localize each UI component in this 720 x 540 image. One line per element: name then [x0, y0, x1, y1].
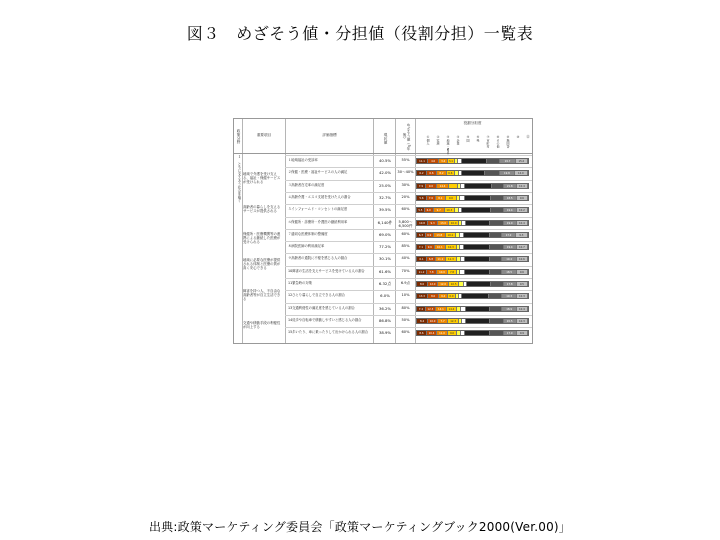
- group-label: 保健所・医療機関等の連携による継続した医療が受けられる: [243, 232, 281, 245]
- role-share-segment: 6.9: [426, 233, 434, 237]
- target-value: 60%: [401, 231, 410, 236]
- current-value: 77.2%: [378, 244, 392, 250]
- role-share-bar: [416, 306, 529, 312]
- role-share-segment: 10.6: [517, 257, 528, 261]
- role-share-segment: 9.9: [517, 331, 528, 335]
- role-share-segment: 6.6: [427, 171, 437, 175]
- header-divider: [234, 153, 532, 154]
- current-value: 40.5%: [378, 158, 392, 163]
- role-legend-label: ⑤国: [466, 135, 470, 142]
- role-share-segment: [490, 331, 503, 335]
- role-share-segment: 6.0: [425, 208, 434, 212]
- role-share-segment: 7.7: [438, 319, 448, 323]
- current-value: 6.0%: [380, 293, 390, 299]
- role-share-segment: 19.8: [500, 171, 514, 175]
- role-share-segment: 7.4: [417, 307, 426, 311]
- theme-label: １ ともに支えあう社会を築く: [237, 155, 241, 203]
- role-share-segment: [462, 171, 484, 175]
- role-share-segment: 9.0: [448, 331, 457, 335]
- current-value: 36.2%: [378, 305, 392, 311]
- target-value: 60%: [401, 330, 410, 335]
- role-share-segment: 9.6: [517, 196, 528, 200]
- current-value: 61.6%: [378, 268, 392, 274]
- target-value: 50%: [401, 317, 410, 322]
- row-divider: [285, 155, 532, 156]
- role-legend-label: ⑩: [516, 135, 520, 139]
- role-share-segment: 8.0: [428, 294, 439, 298]
- role-share-segment: 10.0: [428, 319, 438, 323]
- role-share-segment: [465, 270, 491, 274]
- role-share-segment: [462, 294, 489, 298]
- target-value: 60%: [401, 207, 410, 212]
- target-value: 55%: [401, 158, 410, 162]
- role-share-segment: 6.8: [427, 257, 436, 261]
- role-share-segment: 10.2: [517, 208, 528, 212]
- indicator-label: 13交通利便性の満足度を感じている人の割合: [288, 305, 355, 310]
- header-target: めざそう値（5年後）: [403, 123, 411, 151]
- group-label: 障害を持つ人、不自由な高齢者等が自立生活できる: [243, 289, 281, 302]
- role-share-segment: 10.3: [445, 208, 455, 212]
- role-share-segment: 10.0: [437, 270, 448, 274]
- role-share-segment: 10.4: [517, 221, 528, 225]
- role-share-segment: 19.4: [504, 245, 517, 249]
- row-divider: [285, 204, 532, 205]
- indicator-label: 14徒歩や自転車で移動しやすいと感じる人の割合: [288, 317, 362, 322]
- role-share-segment: 17.9: [504, 331, 517, 335]
- role-share-bar: [416, 158, 529, 164]
- role-share-segment: 11.3: [446, 257, 457, 261]
- row-divider: [285, 192, 532, 193]
- target-value: 80%: [401, 305, 410, 310]
- role-share-segment: [490, 257, 502, 261]
- role-share-bar: [416, 170, 529, 176]
- role-legend-label: ④企業: [456, 135, 460, 145]
- group-label: 地域で介護を受け支える、福祉・保健サービスが受けられる: [243, 172, 281, 185]
- indicator-label: 10障害の生活を支えサービスを受けている人の割合: [288, 268, 365, 273]
- role-share-segment: [465, 184, 493, 188]
- source-caption: 出典:政策マーケティング委員会「政策マーケティングブック2000(Ver.00)」: [148, 520, 571, 534]
- role-share-segment: 20.5: [504, 319, 517, 323]
- role-share-segment: [466, 221, 490, 225]
- role-share-segment: 9.6: [426, 245, 435, 249]
- role-share-segment: 9.3: [516, 233, 528, 237]
- current-value: 42.0%: [378, 170, 392, 176]
- role-share-segment: 17.2: [502, 233, 515, 237]
- role-share-segment: 10.4: [517, 307, 528, 311]
- role-share-segment: 14.1: [436, 307, 447, 311]
- role-share-segment: [464, 245, 491, 249]
- role-share-segment: 15.2: [516, 159, 528, 163]
- role-share-segment: [492, 184, 503, 188]
- role-legend-label: ⑥県: [476, 135, 480, 142]
- role-share-segment: [485, 171, 501, 175]
- current-value: 6.32点: [378, 281, 392, 286]
- role-share-segment: 6.2: [417, 171, 427, 175]
- role-share-segment: 21.8: [504, 184, 517, 188]
- role-share-segment: [490, 245, 503, 249]
- indicator-label: 15歩いたり、車に乗ったりして出かけられる人の割合: [288, 330, 369, 335]
- role-share-segment: 11.2: [417, 270, 427, 274]
- role-share-segment: 7.8: [427, 270, 437, 274]
- target-value: 30%: [401, 182, 410, 187]
- target-value: 10%: [401, 293, 410, 298]
- row-divider: [285, 167, 532, 168]
- role-share-segment: 8.1: [436, 196, 446, 200]
- role-share-segment: 4.0: [428, 159, 439, 163]
- role-share-segment: [491, 208, 503, 212]
- indicator-label: １地域福祉の受診率: [288, 158, 318, 162]
- role-share-segment: [487, 159, 500, 163]
- role-share-segment: [462, 159, 486, 163]
- row-divider: [285, 266, 532, 267]
- group-label: 交通や移動手段の利便性が向上する: [243, 321, 281, 330]
- role-share-segment: 18.9: [502, 307, 516, 311]
- role-table: [233, 118, 533, 344]
- role-share-segment: [465, 196, 492, 200]
- role-share-bar: [416, 330, 529, 336]
- group-label: 高齢者の暮らしを支えるサービスが提供される: [243, 205, 281, 214]
- role-share-segment: 13.0: [438, 221, 449, 225]
- role-share-segment: 19.3: [502, 294, 516, 298]
- role-share-segment: 18.5: [502, 270, 516, 274]
- role-legend-label: ③地域・NPO: [446, 135, 450, 155]
- role-share-segment: 11.0: [437, 331, 448, 335]
- target-value: 20%: [401, 194, 410, 199]
- role-share-segment: 9.5: [517, 282, 528, 286]
- current-value: 30.1%: [378, 256, 392, 262]
- role-share-segment: 5.6: [417, 196, 427, 200]
- header-indicator: 評価指標: [322, 133, 337, 137]
- indicator-label: ３高齢者在宅率の満足度: [288, 182, 325, 187]
- role-share-segment: [462, 208, 491, 212]
- indicator-label: ２保健・医療・福祉サービスの人の満足: [288, 170, 348, 175]
- role-share-segment: 9.6: [517, 270, 528, 274]
- role-share-segment: [466, 307, 490, 311]
- role-share-segment: 17.8: [504, 282, 517, 286]
- role-share-segment: [490, 319, 503, 323]
- role-share-segment: 19.4: [502, 257, 516, 261]
- role-share-segment: [490, 270, 502, 274]
- role-share-segment: 7.9: [417, 184, 426, 188]
- row-divider: [285, 290, 532, 291]
- role-share-segment: 3.4: [439, 159, 448, 163]
- role-share-segment: 10.3: [517, 319, 528, 323]
- role-share-segment: 10.1: [446, 233, 456, 237]
- row-divider: [285, 229, 532, 230]
- current-value: 86.8%: [378, 317, 392, 323]
- row-divider: [285, 327, 532, 328]
- role-share-segment: [491, 196, 503, 200]
- role-legend-label: ⑪: [526, 135, 530, 138]
- role-share-segment: [465, 257, 491, 261]
- row-divider: [285, 180, 532, 181]
- target-value: 40%: [401, 256, 410, 261]
- row-divider: [285, 278, 532, 279]
- role-share-bar: [416, 293, 529, 299]
- header-roles: 役割分担度: [463, 121, 482, 125]
- target-value: 5,800～6,500件: [398, 219, 413, 228]
- current-value: 6,140件: [377, 219, 393, 225]
- current-value: 39.5%: [378, 207, 392, 213]
- role-share-bar: [416, 183, 529, 189]
- current-value: 69.0%: [378, 231, 392, 237]
- role-share-segment: 8.4: [417, 319, 428, 323]
- header-theme: 政策分野: [237, 128, 241, 144]
- role-share-segment: 8.0: [417, 282, 428, 286]
- role-share-segment: 12.3: [426, 307, 436, 311]
- role-share-segment: [465, 331, 491, 335]
- target-value: 70%: [401, 268, 410, 273]
- role-share-segment: 14.0: [515, 171, 528, 175]
- header-group: 重要項目: [256, 133, 272, 137]
- role-share-bar: [416, 207, 529, 213]
- role-legend-label: ⑦市町村: [486, 135, 490, 148]
- group-label: 地域に必要な医療が提供される体制と医療の質が高く安心できる: [243, 258, 281, 271]
- role-share-bar: [416, 269, 529, 275]
- role-share-bar: [416, 318, 529, 324]
- indicator-label: ７適切な医療体制の整備度: [288, 231, 328, 236]
- role-share-segment: 9.0: [426, 184, 437, 188]
- role-share-segment: [490, 233, 502, 237]
- role-legend-label: ②家族: [436, 135, 440, 145]
- indicator-label: ９高齢者の通院に不便を感じる人の割合: [288, 256, 348, 261]
- role-share-bar: [416, 232, 529, 238]
- role-share-segment: 12.0: [438, 282, 449, 286]
- role-share-segment: 8.6: [417, 331, 427, 335]
- role-share-segment: 11.1: [417, 159, 428, 163]
- role-share-segment: 9.3: [428, 221, 438, 225]
- role-legend-label: ①個人: [426, 135, 430, 145]
- role-share-segment: 10.8: [417, 221, 428, 225]
- header-current: 現状値: [384, 132, 388, 144]
- role-share-segment: 13.3: [417, 294, 428, 298]
- role-share-segment: 10.3: [446, 245, 457, 249]
- role-share-segment: 7.6: [427, 196, 436, 200]
- role-share-segment: 11.1: [436, 257, 446, 261]
- indicator-label: 12ひとり暮らしで自立できる人の割合: [288, 293, 345, 298]
- role-legend-label: ⑧その他: [496, 135, 500, 148]
- row-divider: [285, 217, 532, 218]
- current-value: 32.7%: [378, 194, 392, 200]
- role-share-segment: [490, 221, 503, 225]
- role-share-segment: 14.4: [447, 307, 457, 311]
- role-share-segment: 19.7: [500, 159, 516, 163]
- role-share-segment: 7.8: [448, 270, 457, 274]
- target-value: 30～40%: [397, 170, 414, 175]
- role-share-segment: 7.1: [417, 245, 426, 249]
- role-share-segment: [490, 307, 502, 311]
- current-value: 25.0%: [378, 182, 392, 188]
- role-share-segment: 10.4: [517, 184, 528, 188]
- row-divider: [285, 303, 532, 304]
- role-share-segment: [449, 184, 458, 188]
- role-share-bar: [416, 244, 529, 250]
- role-share-segment: 9.0: [446, 196, 457, 200]
- target-value: 85%: [401, 244, 410, 249]
- role-share-segment: 8.2: [437, 171, 447, 175]
- role-share-segment: [466, 319, 490, 323]
- role-share-segment: 5.5: [417, 208, 425, 212]
- slide-title: 図３ めざそう値・分担値（役割分担）一覧表: [186, 24, 534, 43]
- row-divider: [285, 253, 532, 254]
- role-share-bar: [416, 220, 529, 226]
- indicator-label: ６保健所・診療所・介護医の継続利用率: [288, 219, 348, 224]
- role-share-segment: 10.0: [449, 221, 459, 225]
- role-share-segment: 12.0: [428, 282, 438, 286]
- role-share-segment: 10.1: [435, 245, 446, 249]
- role-share-segment: 10.3: [517, 294, 528, 298]
- indicator-label: ８病院医師の利用満足率: [288, 244, 325, 249]
- role-share-segment: 6.3: [417, 233, 426, 237]
- current-value: 38.9%: [378, 330, 392, 336]
- role-share-segment: 14.4: [437, 184, 449, 188]
- role-share-segment: 6.1: [417, 257, 427, 261]
- row-divider: [285, 241, 532, 242]
- role-share-segment: 18.5: [504, 196, 517, 200]
- role-share-segment: 12.3: [448, 319, 459, 323]
- role-share-segment: [489, 294, 502, 298]
- role-share-segment: [467, 282, 491, 286]
- role-share-segment: 9.7: [434, 208, 445, 212]
- role-share-segment: 13.8: [434, 233, 446, 237]
- indicator-label: ４高齢介護・エスコ支援を受けた人の割合: [288, 194, 351, 199]
- role-share-segment: 10.5: [449, 282, 459, 286]
- role-share-segment: 6.9: [448, 294, 456, 298]
- role-legend-label: ⑨無回答: [506, 135, 510, 148]
- role-share-bar: [416, 195, 529, 201]
- indicator-label: 11緊急時の対策: [288, 281, 312, 285]
- indicator-label: ５インフォームド・コンセントの満足度: [288, 207, 348, 212]
- role-share-segment: 6.6: [447, 171, 455, 175]
- target-value: 6.9点: [400, 281, 411, 285]
- role-share-segment: 3.1: [448, 160, 453, 163]
- role-share-bar: [416, 281, 529, 287]
- role-share-segment: 19.0: [504, 221, 517, 225]
- role-share-segment: [491, 282, 503, 286]
- role-share-segment: [464, 233, 491, 237]
- role-share-segment: 10.7: [517, 245, 528, 249]
- role-share-segment: 10.4: [427, 331, 437, 335]
- row-divider: [285, 315, 532, 316]
- role-share-bar: [416, 256, 529, 262]
- role-share-segment: 19.4: [504, 208, 517, 212]
- role-share-segment: 9.4: [439, 294, 448, 298]
